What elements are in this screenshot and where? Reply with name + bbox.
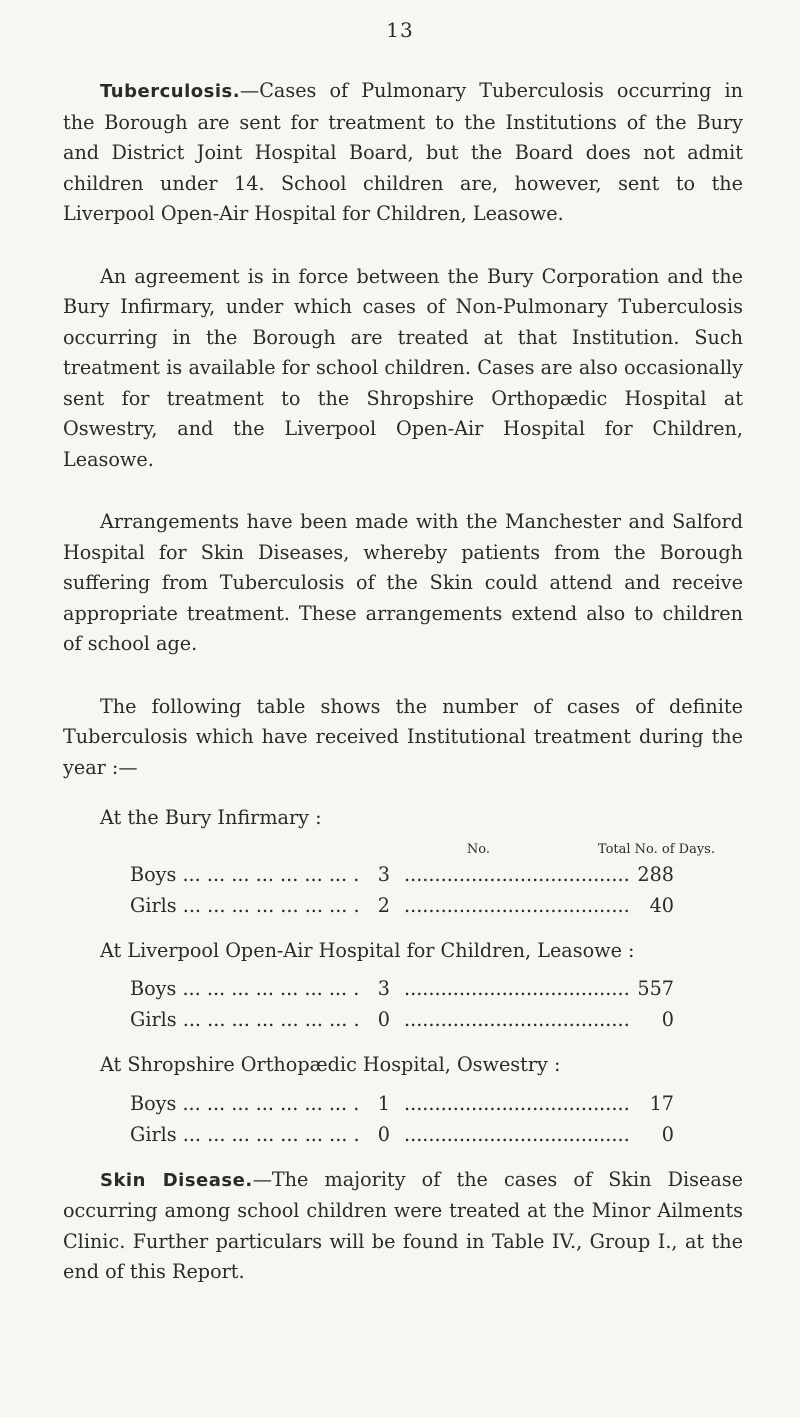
column-header-no: No. — [466, 841, 490, 857]
row-label: Girls ... . — [130, 891, 360, 922]
table-group-leasowe — [63, 936, 743, 1037]
table-row — [63, 974, 743, 1005]
row-leader — [390, 860, 634, 891]
page-number: 13 — [386, 18, 414, 42]
row-days: 0 — [661, 1122, 674, 1146]
row-leader — [390, 974, 634, 1005]
row-days: 40 — [649, 893, 674, 917]
row-no: 1 — [377, 1091, 390, 1115]
table-group-oswestry — [63, 1050, 743, 1151]
table-group-title: At Shropshire Orthopædic Hospital, Oswestry : — [100, 1053, 561, 1076]
treatment-table — [63, 803, 743, 1151]
paragraph-text: —Cases of Pulmonary Tuberculosis occurring in the Borough are sent for treatment to the Institutions of the Bury and District Joint Hospital Board, but the Board does not admit children under 14. School children are, however, sent to the Liverpool Open-Air Hospital for Children, Leasowe. — [63, 79, 743, 225]
row-leader — [390, 1005, 634, 1036]
row-leader — [390, 1120, 634, 1151]
paragraph-arrangements: Arrangements have been made with the Manchester and Salford Hospital for Skin Diseases, whereby patients from the Borough suffering from Tuberculosis of the Skin could attend and receive appropriate treatment. These arrangements extend also to children of school age. — [63, 510, 743, 655]
table-row — [63, 1120, 743, 1151]
row-days: 17 — [649, 1091, 674, 1115]
row-no: 0 — [377, 1122, 390, 1146]
column-header-days: Total No. of Days. — [597, 841, 715, 857]
row-label: Boys ... . — [130, 860, 360, 891]
table-group-title: At the Bury Infirmary : — [100, 806, 322, 829]
row-label: Boys ... . — [130, 974, 360, 1005]
row-no: 3 — [377, 977, 390, 1000]
table-group-title: At Liverpool Open-Air Hospital for Children, Leasowe : — [100, 938, 635, 962]
table-row — [63, 1089, 743, 1120]
section-heading-skin-disease: Skin Disease. — [100, 1169, 253, 1191]
row-days: 288 — [637, 862, 674, 886]
table-row — [63, 1005, 743, 1036]
paragraph-table-intro: The following table shows the number of cases of definite Tuberculosis which have received Institutional treatment during the year :— — [63, 694, 743, 779]
row-label: Girls ... . — [130, 1005, 360, 1036]
row-days: 557 — [637, 977, 674, 1000]
table-group-bury — [63, 803, 743, 922]
row-no: 0 — [377, 1008, 390, 1031]
row-no: 2 — [377, 893, 390, 917]
row-label: Boys ... . — [130, 1089, 360, 1120]
row-leader — [390, 1089, 634, 1120]
page-body — [63, 76, 743, 1320]
row-label: Girls ... . — [130, 1120, 360, 1151]
paragraph-agreement: An agreement is in force between the Bury Corporation and the Bury Infirmary, under which cases of Non-Pulmonary Tuberculosis occurring in the Borough are treated at that Institution. Such treatment is available for school children. Cases are also occasionally sent for treatment to the Shropshire Orthopædic Hospital at Oswestry, and the Liverpool Open-Air Hospital for Children, Leasowe. — [63, 264, 743, 471]
row-leader — [390, 891, 634, 922]
section-heading-tuberculosis: Tuberculosis. — [100, 81, 241, 102]
row-days: 0 — [661, 1008, 674, 1031]
row-no: 3 — [377, 862, 390, 886]
paragraph-text: —The majority of the cases of Skin Disease occurring among school children were treated at the Minor Ailments Clinic. Further particulars will be found in Table IV., Group I., at the end of this Report. — [63, 1167, 744, 1283]
table-column-headers — [63, 842, 743, 860]
table-row — [63, 891, 743, 922]
paragraph-skin-disease — [63, 1165, 743, 1288]
paragraph-tuberculosis — [63, 76, 743, 230]
table-row — [63, 860, 743, 891]
